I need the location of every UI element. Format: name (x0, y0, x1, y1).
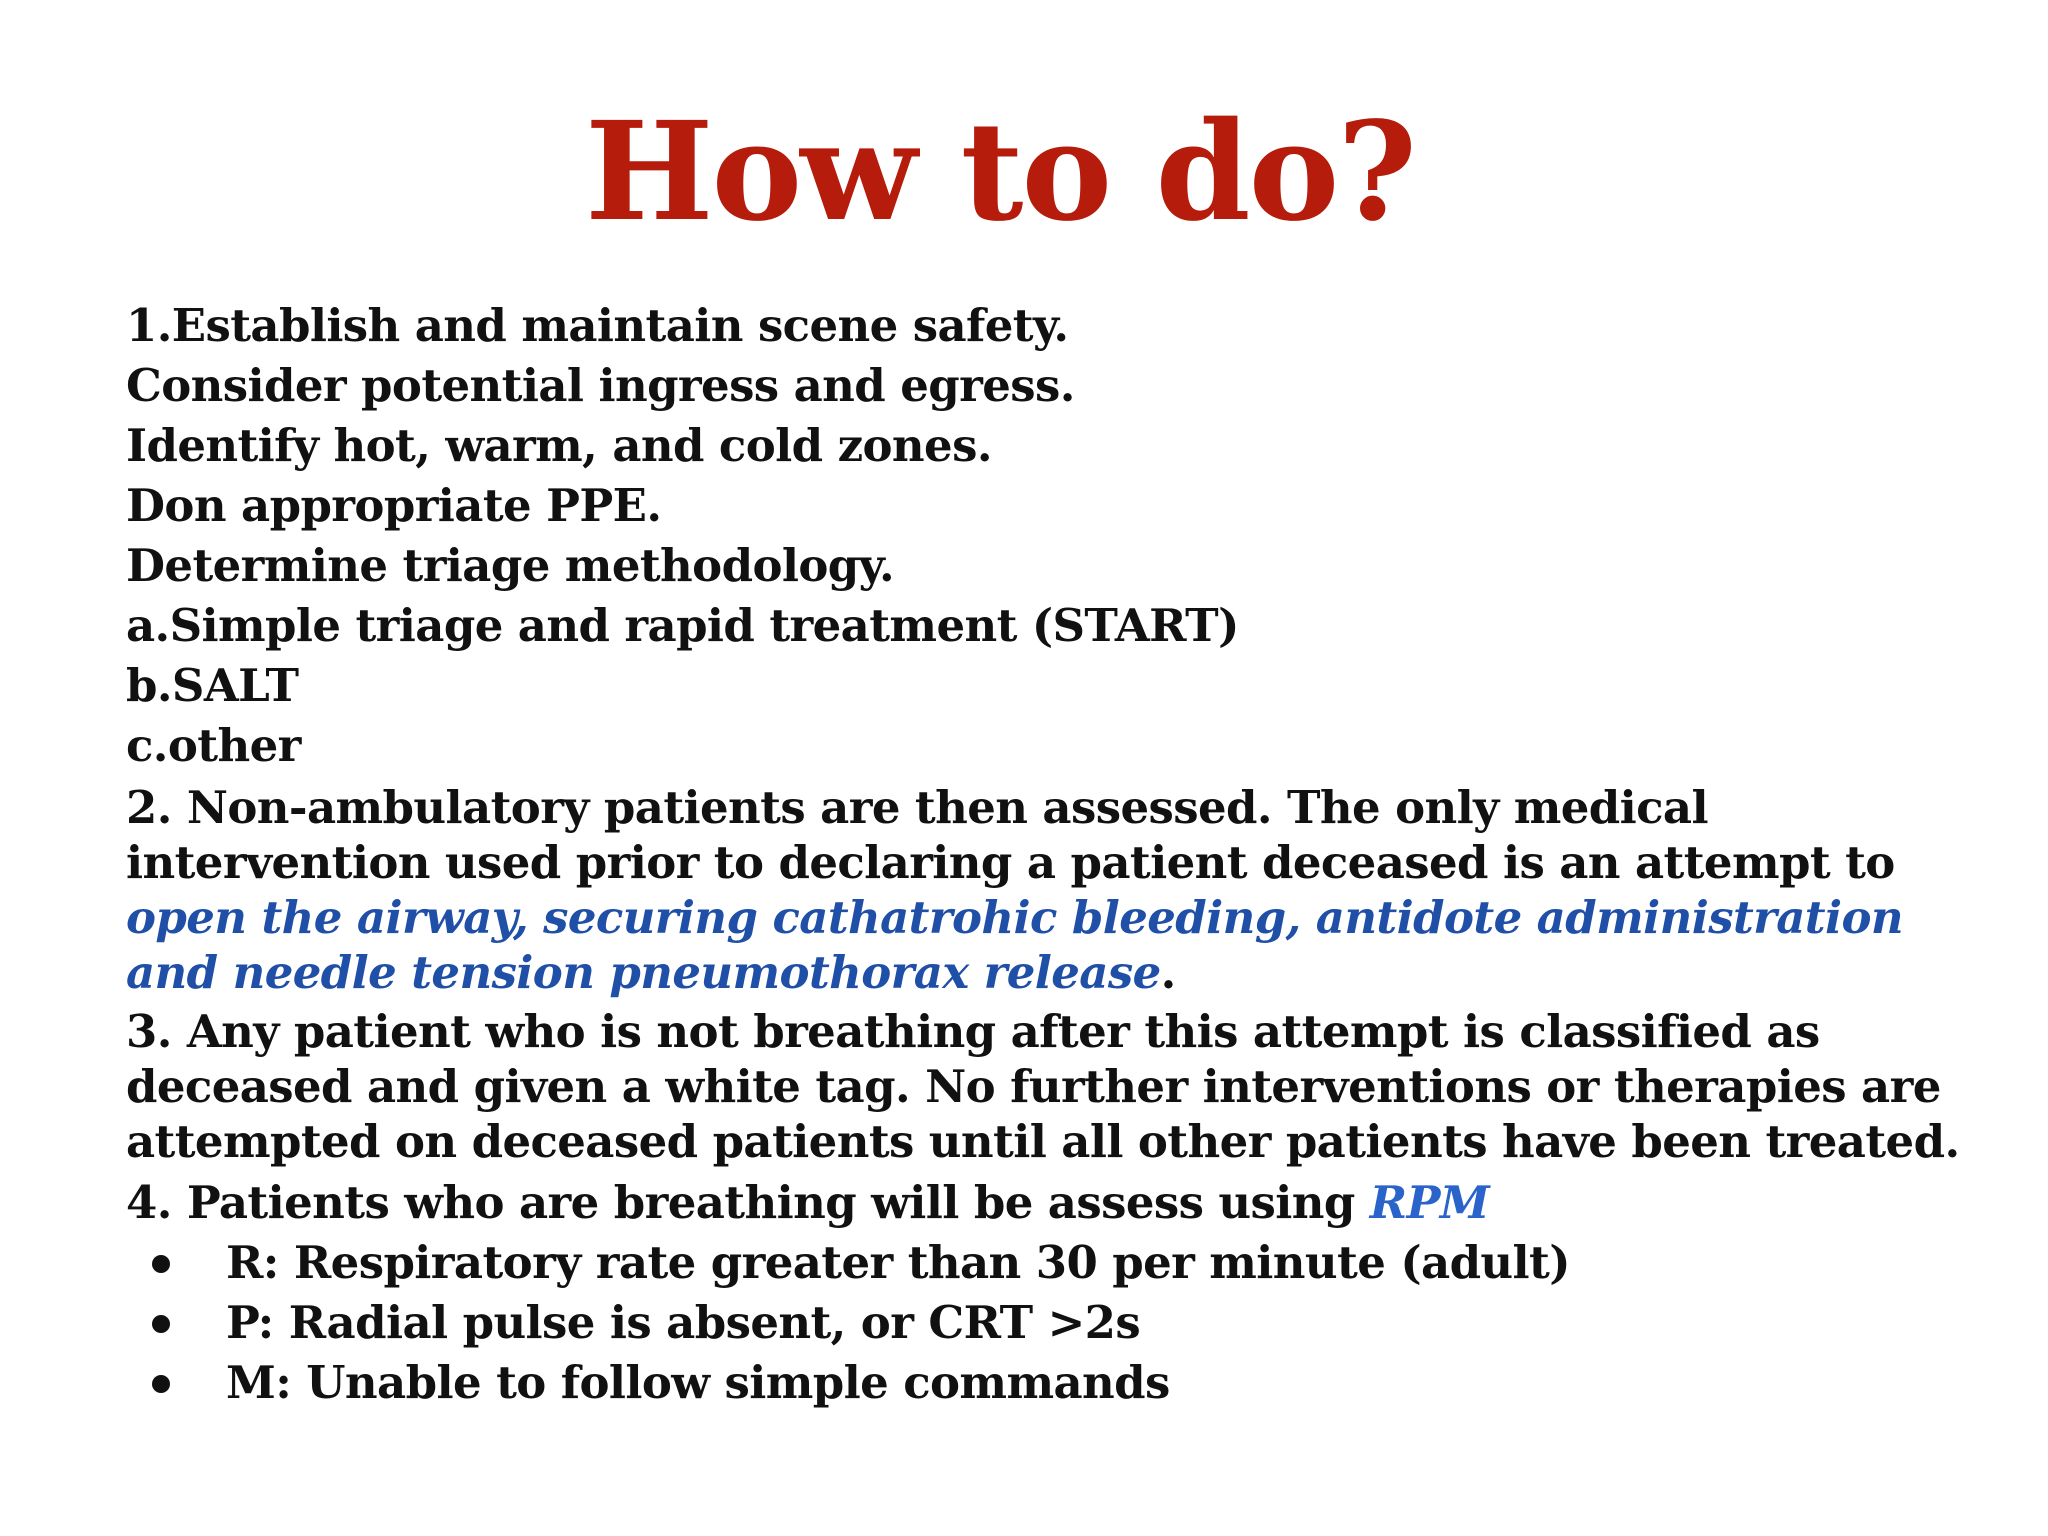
triage-option: c.other (126, 719, 301, 772)
step2-highlight: and needle tension pneumothorax release (126, 946, 1161, 999)
step3-line: deceased and given a white tag. No further interventions or therapies are (126, 1060, 1941, 1113)
step3-line: 3. Any patient who is not breathing after this attempt is classified as (126, 1005, 1820, 1058)
rpm-bullet-text: R: Respiratory rate greater than 30 per minute (adult) (226, 1236, 1570, 1289)
rpm-bullet-item (126, 1353, 1986, 1413)
rpm-bullet-text: M: Unable to follow simple commands (226, 1356, 1170, 1409)
bullet-icon (152, 1315, 170, 1333)
step2-line: intervention used prior to declaring a patient deceased is an attempt to (126, 836, 1895, 889)
step3-paragraph (126, 1004, 1986, 1169)
step1-line: Consider potential ingress and egress. (126, 359, 1075, 412)
triage-option: b.SALT (126, 659, 299, 712)
bullet-icon (152, 1375, 170, 1393)
triage-option: a.Simple triage and rapid treatment (START) (126, 599, 1239, 652)
rpm-bullet-item (126, 1293, 1986, 1353)
rpm-bullet-item (126, 1233, 1986, 1293)
step2-highlight: open the airway, securing cathatrohic bleeding, antidote administration (126, 891, 1904, 944)
step1-heading: 1.Establish and maintain scene safety. (126, 299, 1069, 352)
slide-body (126, 296, 1986, 1413)
rpm-highlight: RPM (1369, 1176, 1490, 1229)
rpm-bullet-text: P: Radial pulse is absent, or CRT >2s (226, 1296, 1141, 1349)
step4-text: 4. Patients who are breathing will be assess using (126, 1176, 1370, 1229)
step1-line: Identify hot, warm, and cold zones. (126, 419, 992, 472)
slide-title: How to do? (585, 92, 1415, 252)
step4-line (126, 1173, 1986, 1233)
step1-line: Determine triage methodology. (126, 539, 895, 592)
step2-end-punct: . (1160, 946, 1176, 999)
rpm-bullet-list (126, 1233, 1986, 1413)
step1-line: Don appropriate PPE. (126, 479, 662, 532)
step2-line: 2. Non-ambulatory patients are then assessed. The only medical (126, 781, 1708, 834)
step3-line: attempted on deceased patients until all other patients have been treated. (126, 1115, 1960, 1168)
bullet-icon (152, 1255, 170, 1273)
step2-paragraph (126, 780, 1986, 1000)
